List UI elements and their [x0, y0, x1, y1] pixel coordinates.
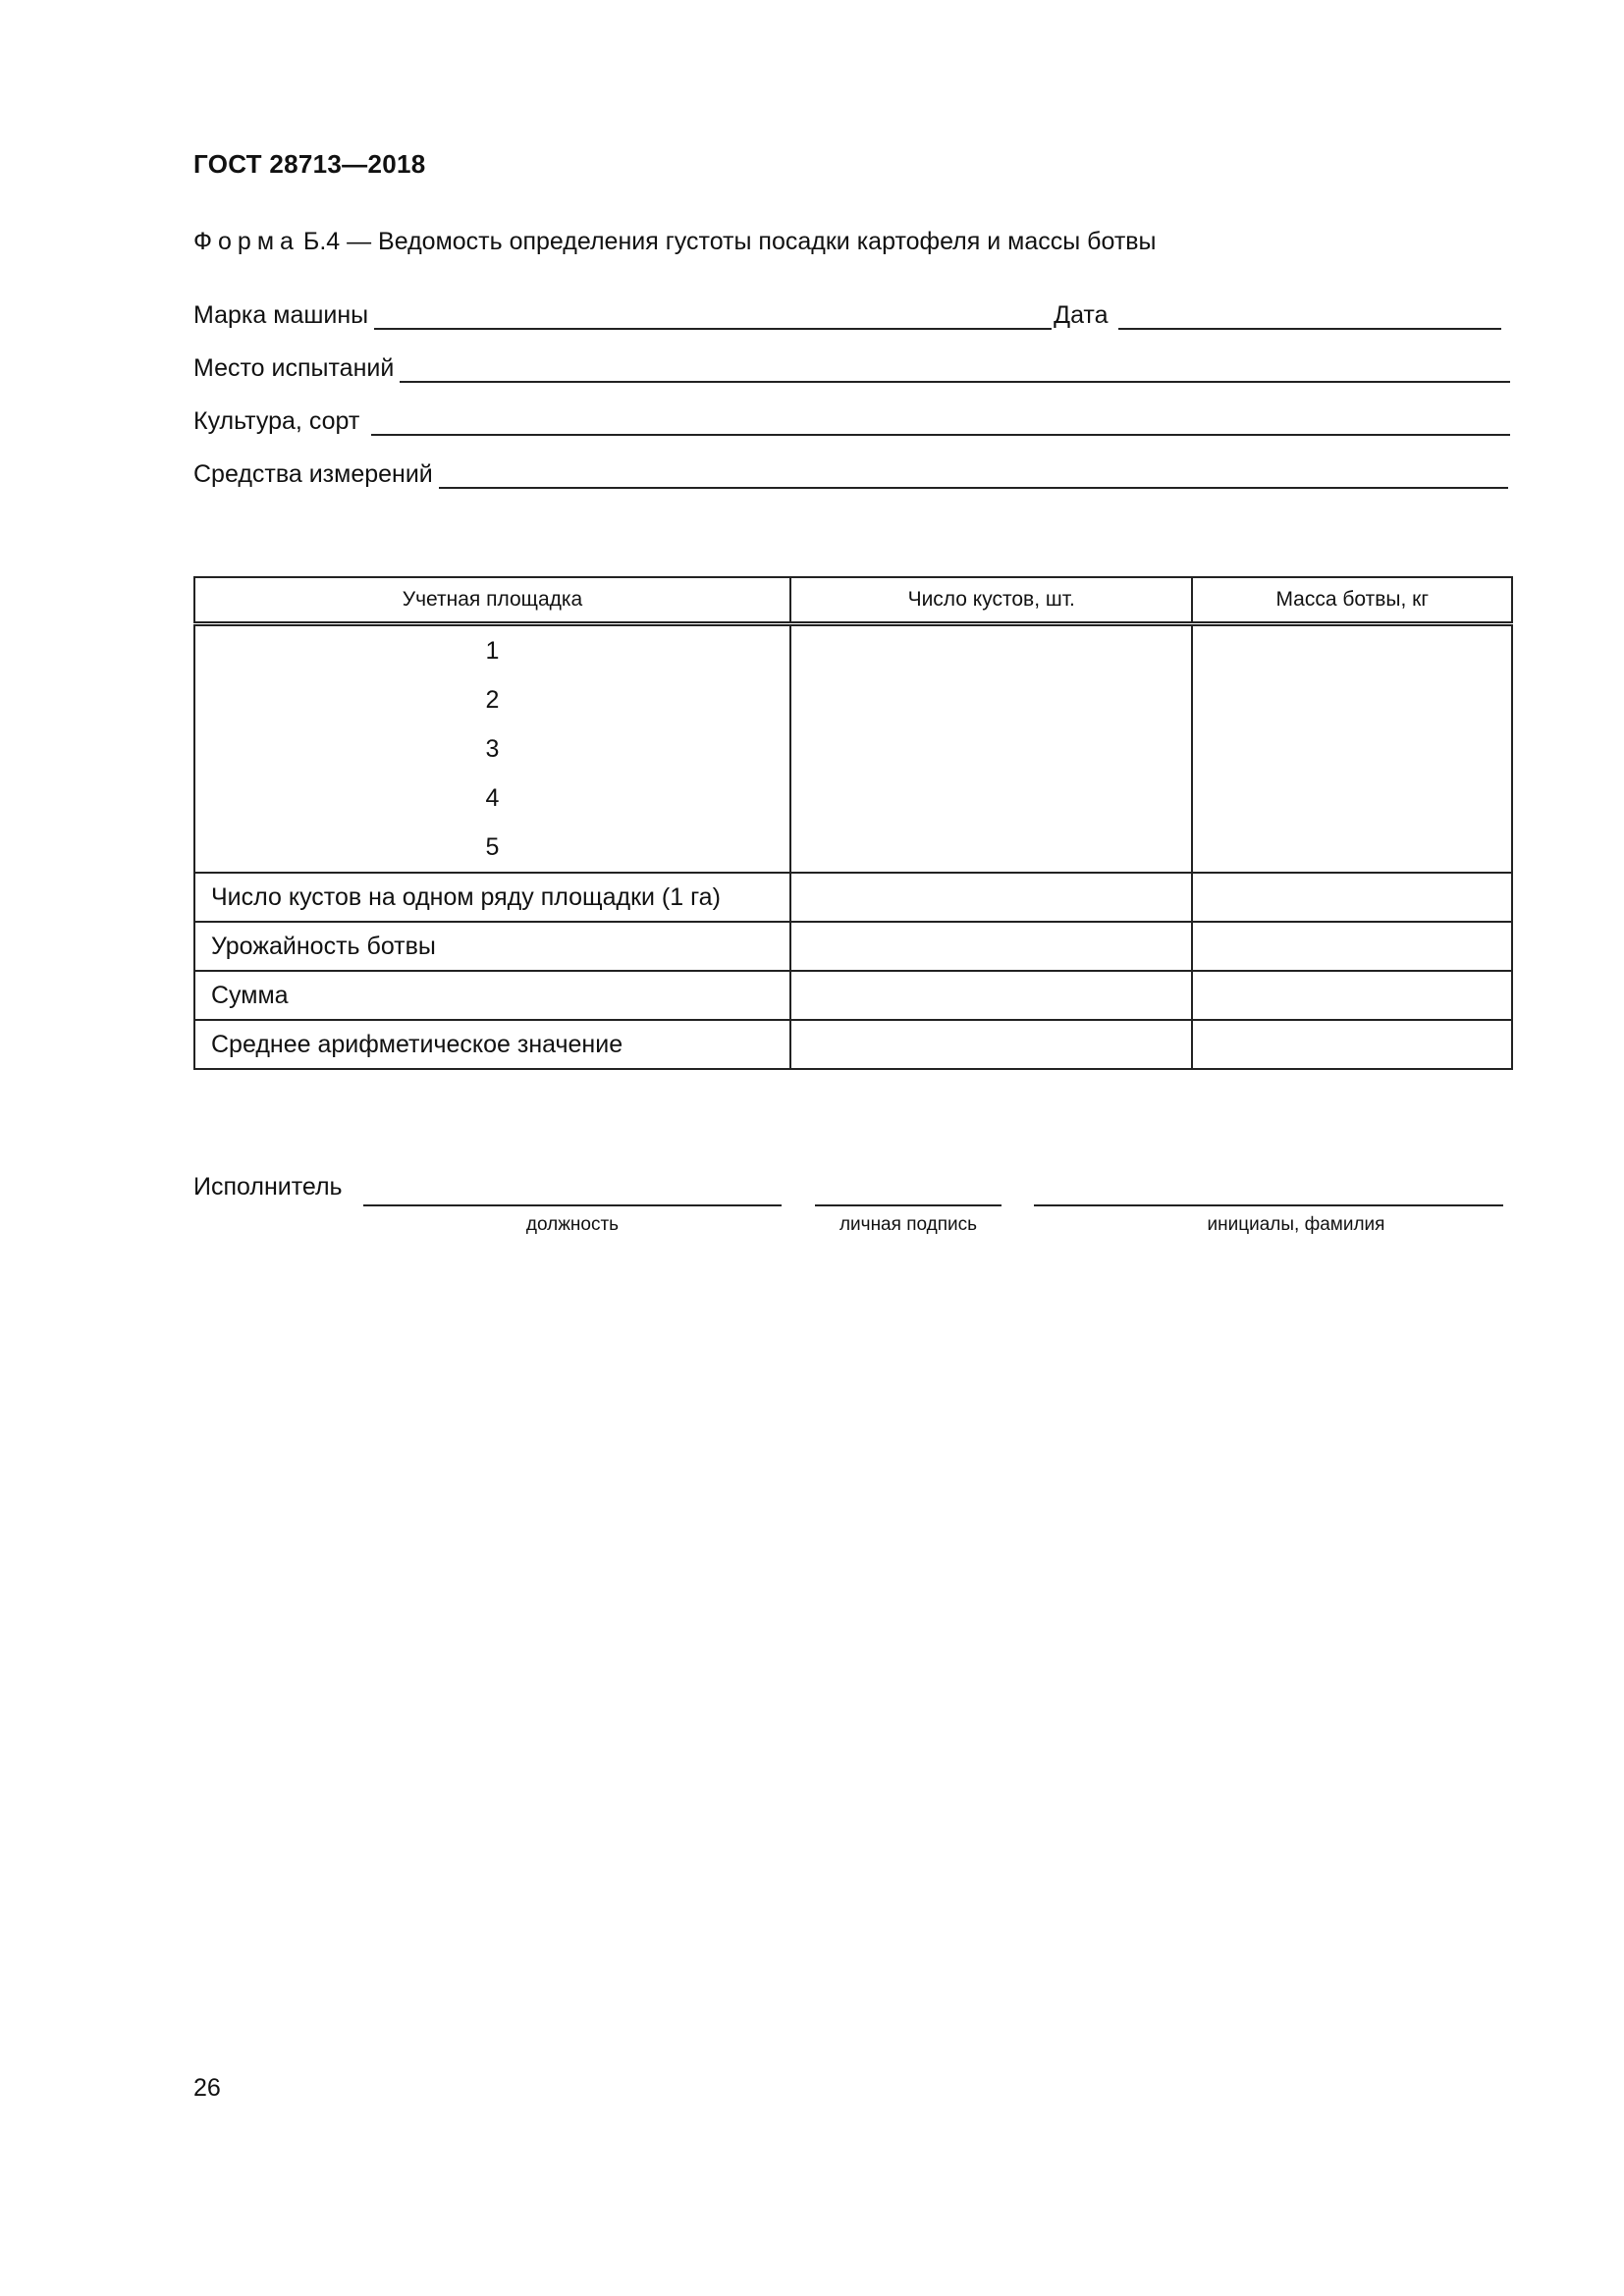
table-row [194, 1020, 1512, 1069]
plot-number: 3 [485, 735, 500, 763]
form-title [193, 228, 1157, 256]
plot-numbers-cell [194, 624, 790, 874]
density-table [193, 576, 1513, 1070]
table-row-plots [194, 624, 1512, 874]
table-row [194, 873, 1512, 922]
form-title-prefix: Форма [193, 228, 299, 255]
form-title-text: Б.4 — Ведомость определения густоты посадки картофеля и массы ботвы [302, 228, 1157, 255]
position-line[interactable] [363, 1202, 782, 1206]
field-line[interactable] [374, 302, 1052, 330]
name-caption: инициалы, фамилия [1207, 1214, 1385, 1235]
table-header-row [194, 577, 1512, 624]
plot-number: 5 [485, 833, 500, 861]
date-line[interactable] [1118, 302, 1501, 330]
bush-count-entry-cell[interactable] [790, 971, 1192, 1020]
field-label: Средства измерений [193, 460, 433, 488]
field-label-date: Дата [1054, 301, 1109, 329]
signature-line[interactable] [815, 1202, 1001, 1206]
field-line[interactable] [439, 461, 1508, 489]
top-mass-entry-cell[interactable] [1192, 624, 1512, 874]
signature-caption: личная подпись [839, 1214, 978, 1235]
bush-count-entry-cell[interactable] [790, 1020, 1192, 1069]
field-label: Культура, сорт [193, 407, 360, 435]
table-row [194, 922, 1512, 971]
field-label: Марка машины [193, 301, 369, 329]
plot-number: 4 [485, 784, 500, 812]
header-bush-count: Число кустов, шт. [790, 577, 1192, 624]
plot-number: 2 [485, 686, 500, 714]
plot-number: 1 [485, 637, 500, 665]
row-label: Число кустов на одном ряду площадки (1 га) [194, 873, 790, 922]
bush-count-entry-cell[interactable] [790, 873, 1192, 922]
field-line[interactable] [371, 408, 1510, 436]
field-machine-brand[interactable] [193, 296, 1501, 330]
page-number: 26 [193, 2074, 221, 2102]
plot-number-list [195, 626, 789, 872]
header-plot: Учетная площадка [194, 577, 790, 624]
position-caption: должность [525, 1214, 620, 1235]
executor-label: Исполнитель [193, 1173, 343, 1201]
header-top-mass: Масса ботвы, кг [1192, 577, 1512, 624]
top-mass-entry-cell[interactable] [1192, 873, 1512, 922]
top-mass-entry-cell[interactable] [1192, 1020, 1512, 1069]
bush-count-entry-cell[interactable] [790, 922, 1192, 971]
table-row [194, 971, 1512, 1020]
row-label: Урожайность ботвы [194, 922, 790, 971]
row-label: Сумма [194, 971, 790, 1020]
bush-count-entry-cell[interactable] [790, 624, 1192, 874]
field-line[interactable] [400, 355, 1510, 383]
field-label: Место испытаний [193, 354, 395, 382]
row-label: Среднее арифметическое значение [194, 1020, 790, 1069]
name-line[interactable] [1034, 1202, 1503, 1206]
field-measuring-means[interactable] [193, 455, 1508, 489]
standard-code: ГОСТ 28713—2018 [193, 149, 426, 179]
field-crop-variety[interactable] [193, 402, 1510, 436]
top-mass-entry-cell[interactable] [1192, 971, 1512, 1020]
field-test-site[interactable] [193, 349, 1510, 383]
top-mass-entry-cell[interactable] [1192, 922, 1512, 971]
